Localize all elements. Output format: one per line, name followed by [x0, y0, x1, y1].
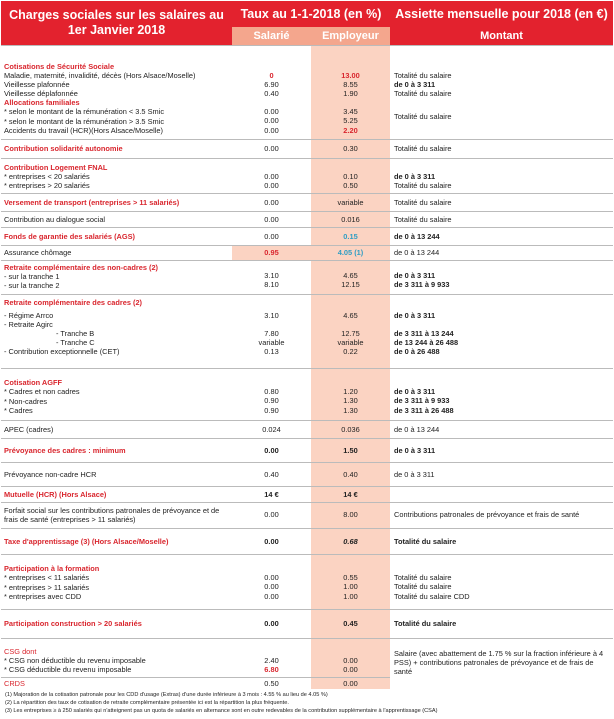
row-label: Taxe d'apprentissage (3) (Hors Alsace/Moselle): [1, 529, 232, 555]
employeur-rate: 1.50: [311, 438, 390, 462]
salarie-rate: 0.00: [264, 582, 279, 592]
section-title: Participation à la formation: [4, 564, 100, 574]
assiette-value: Totalité du salaire: [394, 582, 452, 592]
row-label: Forfait social sur les contributions patronales de prévoyance et de frais de santé (entreprises > 11 salariés): [1, 503, 232, 529]
row-label: * CSG non déductible du revenu imposable: [4, 655, 146, 665]
employeur-rate: variable: [337, 338, 364, 348]
row-label: * entreprises < 11 salariés: [4, 573, 90, 583]
employeur-rate: 0.30: [311, 139, 390, 158]
assiette-value: Salaire (avec abattement de 1.75 % sur la fraction inférieure à 4 PSS) + contributions patronales de prévoyance et de frais de santé: [390, 638, 613, 689]
row-label: - Retraite Agirc: [4, 319, 53, 329]
rates-title: Taux au 1-1-2018 (en %): [240, 7, 382, 21]
salarie-rate: 0.00: [232, 139, 311, 158]
employeur-rate: 4.05 (1): [311, 246, 390, 260]
assiette-value: Totalité du salaire: [390, 529, 613, 555]
row-label: * selon le montant de la rémunération < 3.5 Smic: [4, 107, 165, 117]
employeur-rate: 0.00: [343, 655, 358, 665]
assiette-value: de 3 311 à 26 488: [394, 405, 454, 415]
salarie-rate: 2.40: [264, 655, 279, 665]
assiette-value: de 3 311 à 9 933: [394, 279, 450, 289]
section-title: Retraite complémentaire des cadres (2): [4, 297, 143, 307]
montant-header: Montant: [480, 30, 523, 42]
assiette-value: de 0 à 3 311: [390, 462, 613, 486]
assiette-value: Contributions patronales de prévoyance et frais de santé: [390, 503, 613, 529]
employeur-rate: 4.65: [343, 310, 358, 320]
employeur-rate: 5.25: [343, 116, 358, 126]
section-title: Cotisations de Sécurité Sociale: [4, 62, 115, 71]
assiette-value: Totalité du salaire: [394, 71, 452, 80]
salarie-rate: 0.00: [232, 529, 311, 555]
salarie-header: Salarié: [232, 27, 311, 45]
assiette-value: de 0 à 3 311: [394, 310, 436, 320]
row-label: Vieillesse plafonnée: [4, 80, 70, 90]
section-subtitle: Allocations familiales: [4, 98, 80, 108]
employeur-header: Employeur: [311, 27, 390, 45]
salarie-rate: 0.00: [232, 194, 311, 212]
salarie-rate: 0.00: [264, 125, 279, 135]
row-label: * entreprises avec CDD: [4, 591, 82, 601]
row-label: Prévoyance des cadres : minimum: [1, 438, 232, 462]
row-label: * entreprises > 11 salariés: [4, 582, 90, 592]
employeur-rate: 2.20: [343, 125, 358, 135]
row-label: - sur la tranche 1: [4, 271, 60, 281]
table-row: [1, 420, 613, 438]
row-label: Accidents du travail (HCR)(Hors Alsace/Moselle): [4, 125, 163, 135]
footnote: (1) Majoration de la cotisation patronale pour les CDD d'usage (Extras) d'une durée inférieure à 3 mois : 4.55 % au lieu de 4.05 %): [5, 692, 328, 699]
salarie-rate: 8.10: [264, 279, 279, 289]
employeur-rate: 0.68: [311, 529, 390, 555]
row-label: CRDS: [1, 678, 232, 690]
salarie-rate: 0.40: [264, 89, 279, 99]
table-row: [1, 503, 613, 529]
salarie-rate: 0.00: [264, 116, 279, 126]
row-label: Vieillesse déplafonnée: [4, 89, 78, 99]
employeur-rate: 0.00: [343, 664, 358, 674]
row-label: * CSG déductible du revenu imposable: [4, 665, 132, 675]
employeur-rate: 1.30: [343, 396, 358, 406]
assiette-header: [390, 1, 613, 45]
table-row: [1, 158, 613, 193]
salarie-rate: 0.13: [264, 347, 279, 357]
salarie-rate: 7.80: [264, 328, 279, 338]
table-row: [1, 46, 613, 140]
assiette-value: Totalité du salaire: [390, 194, 613, 212]
row-label: * entreprises < 20 salariés: [4, 171, 90, 181]
salarie-rate: 3.10: [264, 310, 279, 320]
row-label: Contribution solidarité autonomie: [1, 139, 232, 158]
table-row: [1, 260, 613, 294]
table-row: [1, 294, 613, 369]
assiette-value: de 0 à 3 311: [394, 80, 436, 90]
salarie-rate: 0.50: [232, 678, 311, 690]
employeur-rate: variable: [311, 194, 390, 212]
row-label: * entreprises > 20 salariés: [4, 181, 90, 191]
section-title: Cotisation AGFF: [4, 378, 63, 388]
salarie-rate: 0.00: [264, 180, 279, 190]
row-label: Maladie, maternité, invalidité, décès (Hors Alsace/Moselle): [4, 71, 196, 81]
employeur-rate: 0.00: [311, 678, 390, 690]
charges-table: [1, 45, 613, 689]
table-row: [1, 487, 613, 503]
employeur-rate: 0.15: [311, 228, 390, 246]
table-header: [1, 1, 613, 45]
salarie-rate: 0.00: [264, 107, 279, 117]
assiette-value: de 0 à 3 311: [390, 438, 613, 462]
assiette-value: de 13 244 à 26 488: [394, 338, 459, 348]
employeur-rate: 0.10: [343, 171, 358, 181]
assiette-value: de 0 à 3 311: [394, 387, 436, 397]
row-label: - sur la tranche 2: [4, 280, 60, 290]
table-row: [1, 555, 613, 609]
assiette-title: Assiette mensuelle pour 2018 (en €): [395, 7, 608, 21]
salarie-rate: 0.00: [232, 609, 311, 638]
employeur-rate: 13.00: [341, 71, 360, 80]
salarie-rate: 0.024: [232, 420, 311, 438]
employeur-rate: 0.22: [343, 347, 358, 357]
employeur-rate: 1.00: [343, 582, 358, 592]
assiette-value: de 0 à 3 311: [394, 171, 436, 181]
employeur-rate: 3.45: [343, 107, 358, 117]
charges-sheet: [1, 1, 613, 715]
employeur-rate: 1.90: [343, 89, 358, 99]
table-row: [1, 212, 613, 228]
row-label: * Cadres: [4, 405, 33, 415]
assiette-value: Totalité du salaire: [390, 609, 613, 638]
salarie-rate: 0.00: [232, 212, 311, 228]
section-title: CSG dont: [4, 646, 37, 656]
row-label: * Non-cadres: [4, 396, 48, 406]
table-row: [1, 462, 613, 486]
employeur-rate: 0.40: [311, 462, 390, 486]
salarie-rate: 0.00: [232, 228, 311, 246]
salarie-rate: 6.80: [264, 664, 279, 674]
table-row: [1, 609, 613, 638]
assiette-value: Totalité du salaire CDD: [394, 591, 470, 601]
employeur-rate: 12.15: [341, 279, 360, 289]
row-label: - Contribution exceptionnelle (CET): [4, 347, 120, 357]
assiette-value: de 3 311 à 9 933: [394, 396, 450, 406]
employeur-rate: 0.016: [311, 212, 390, 228]
row-label: APEC (cadres): [1, 420, 232, 438]
salarie-rate: 0.00: [232, 438, 311, 462]
salarie-rate: 0.00: [264, 171, 279, 181]
employeur-rate: 12.75: [341, 328, 360, 338]
rates-header: [232, 1, 390, 45]
salarie-rate: variable: [258, 338, 285, 348]
employeur-rate: 0.45: [311, 609, 390, 638]
assiette-value: Totalité du salaire: [394, 573, 452, 583]
assiette-value: de 0 à 13 244: [390, 420, 613, 438]
salarie-rate: 0.00: [264, 573, 279, 583]
employeur-rate: 8.00: [311, 503, 390, 529]
table-row: [1, 139, 613, 158]
row-label: Contribution au dialogue social: [1, 212, 232, 228]
assiette-value: Totalité du salaire: [394, 112, 452, 122]
salarie-rate: 14 €: [232, 487, 311, 503]
employeur-rate: 0.50: [343, 180, 358, 190]
table-row: [1, 529, 613, 555]
employeur-rate: 8.55: [343, 80, 358, 90]
table-row: [1, 638, 613, 677]
section-title: Retraite complémentaire des non-cadres (2): [4, 262, 159, 272]
row-label: Mutuelle (HCR) (Hors Alsace): [1, 487, 232, 503]
row-label: Prévoyance non-cadre HCR: [1, 462, 232, 486]
salarie-rate: 3.10: [264, 270, 279, 280]
employeur-rate: 14 €: [311, 487, 390, 503]
row-label: * Cadres et non cadres: [4, 387, 80, 397]
salarie-rate: 0.00: [264, 591, 279, 601]
row-label: Versement de transport (entreprises > 11 salariés): [1, 194, 232, 212]
section-title: Contribution Logement FNAL: [4, 162, 108, 172]
row-label: Assurance chômage: [1, 246, 232, 260]
assiette-value: Totalité du salaire: [394, 89, 452, 99]
row-label: - Tranche C: [56, 338, 95, 348]
assiette-value: de 0 à 26 488: [394, 347, 440, 357]
employeur-rate: 1.00: [343, 591, 358, 601]
assiette-value: Totalité du salaire: [390, 139, 613, 158]
salarie-rate: 0.80: [264, 387, 279, 397]
row-label: - Tranche B: [56, 329, 95, 339]
salarie-rate: 0: [269, 71, 274, 80]
table-row: [1, 194, 613, 212]
employeur-rate: 1.30: [343, 405, 358, 415]
assiette-value: Totalité du salaire: [390, 212, 613, 228]
row-label: Fonds de garantie des salariés (AGS): [1, 228, 232, 246]
assiette-value: de 3 311 à 13 244: [394, 328, 454, 338]
table-row: [1, 438, 613, 462]
assiette-value: de 0 à 13 244: [390, 246, 613, 260]
row-label: - Régime Arrco: [4, 310, 54, 320]
salarie-rate: 6.90: [264, 80, 279, 90]
row-label: Participation construction > 20 salariés: [1, 609, 232, 638]
table-row: [1, 228, 613, 246]
footnote: (2) La répartition des taux de cotisation de retraite complémentaire présentée ici est la répartition la plus fréquente.: [5, 700, 289, 707]
row-label: * selon le montant de la rémunération > 3.5 Smic: [4, 116, 165, 126]
employeur-rate: 0.55: [343, 573, 358, 583]
footnotes: [1, 689, 613, 715]
assiette-value: Totalité du salaire: [394, 180, 452, 190]
assiette-value: de 0 à 13 244: [390, 228, 613, 246]
table-title: Charges sociales sur les salaires au 1er Janvier 2018: [9, 8, 224, 37]
employeur-rate: 4.65: [343, 270, 358, 280]
footnote: (3) Les entreprises ≥ à 250 salariés qui n'atteignent pas un quota de salariés en alternance sont en outre redevables de la contribution supplémentaire à l'apprentissage (CSA): [5, 708, 438, 715]
salarie-rate: 0.95: [232, 246, 311, 260]
table-row: [1, 246, 613, 260]
table-row: [1, 369, 613, 420]
assiette-value: de 0 à 3 311: [394, 270, 436, 280]
employeur-rate: 1.20: [343, 387, 358, 397]
salarie-rate: 0.40: [232, 462, 311, 486]
salarie-rate: 0.90: [264, 396, 279, 406]
employeur-rate: 0.036: [311, 420, 390, 438]
salarie-rate: 0.00: [232, 503, 311, 529]
salarie-rate: 0.90: [264, 405, 279, 415]
